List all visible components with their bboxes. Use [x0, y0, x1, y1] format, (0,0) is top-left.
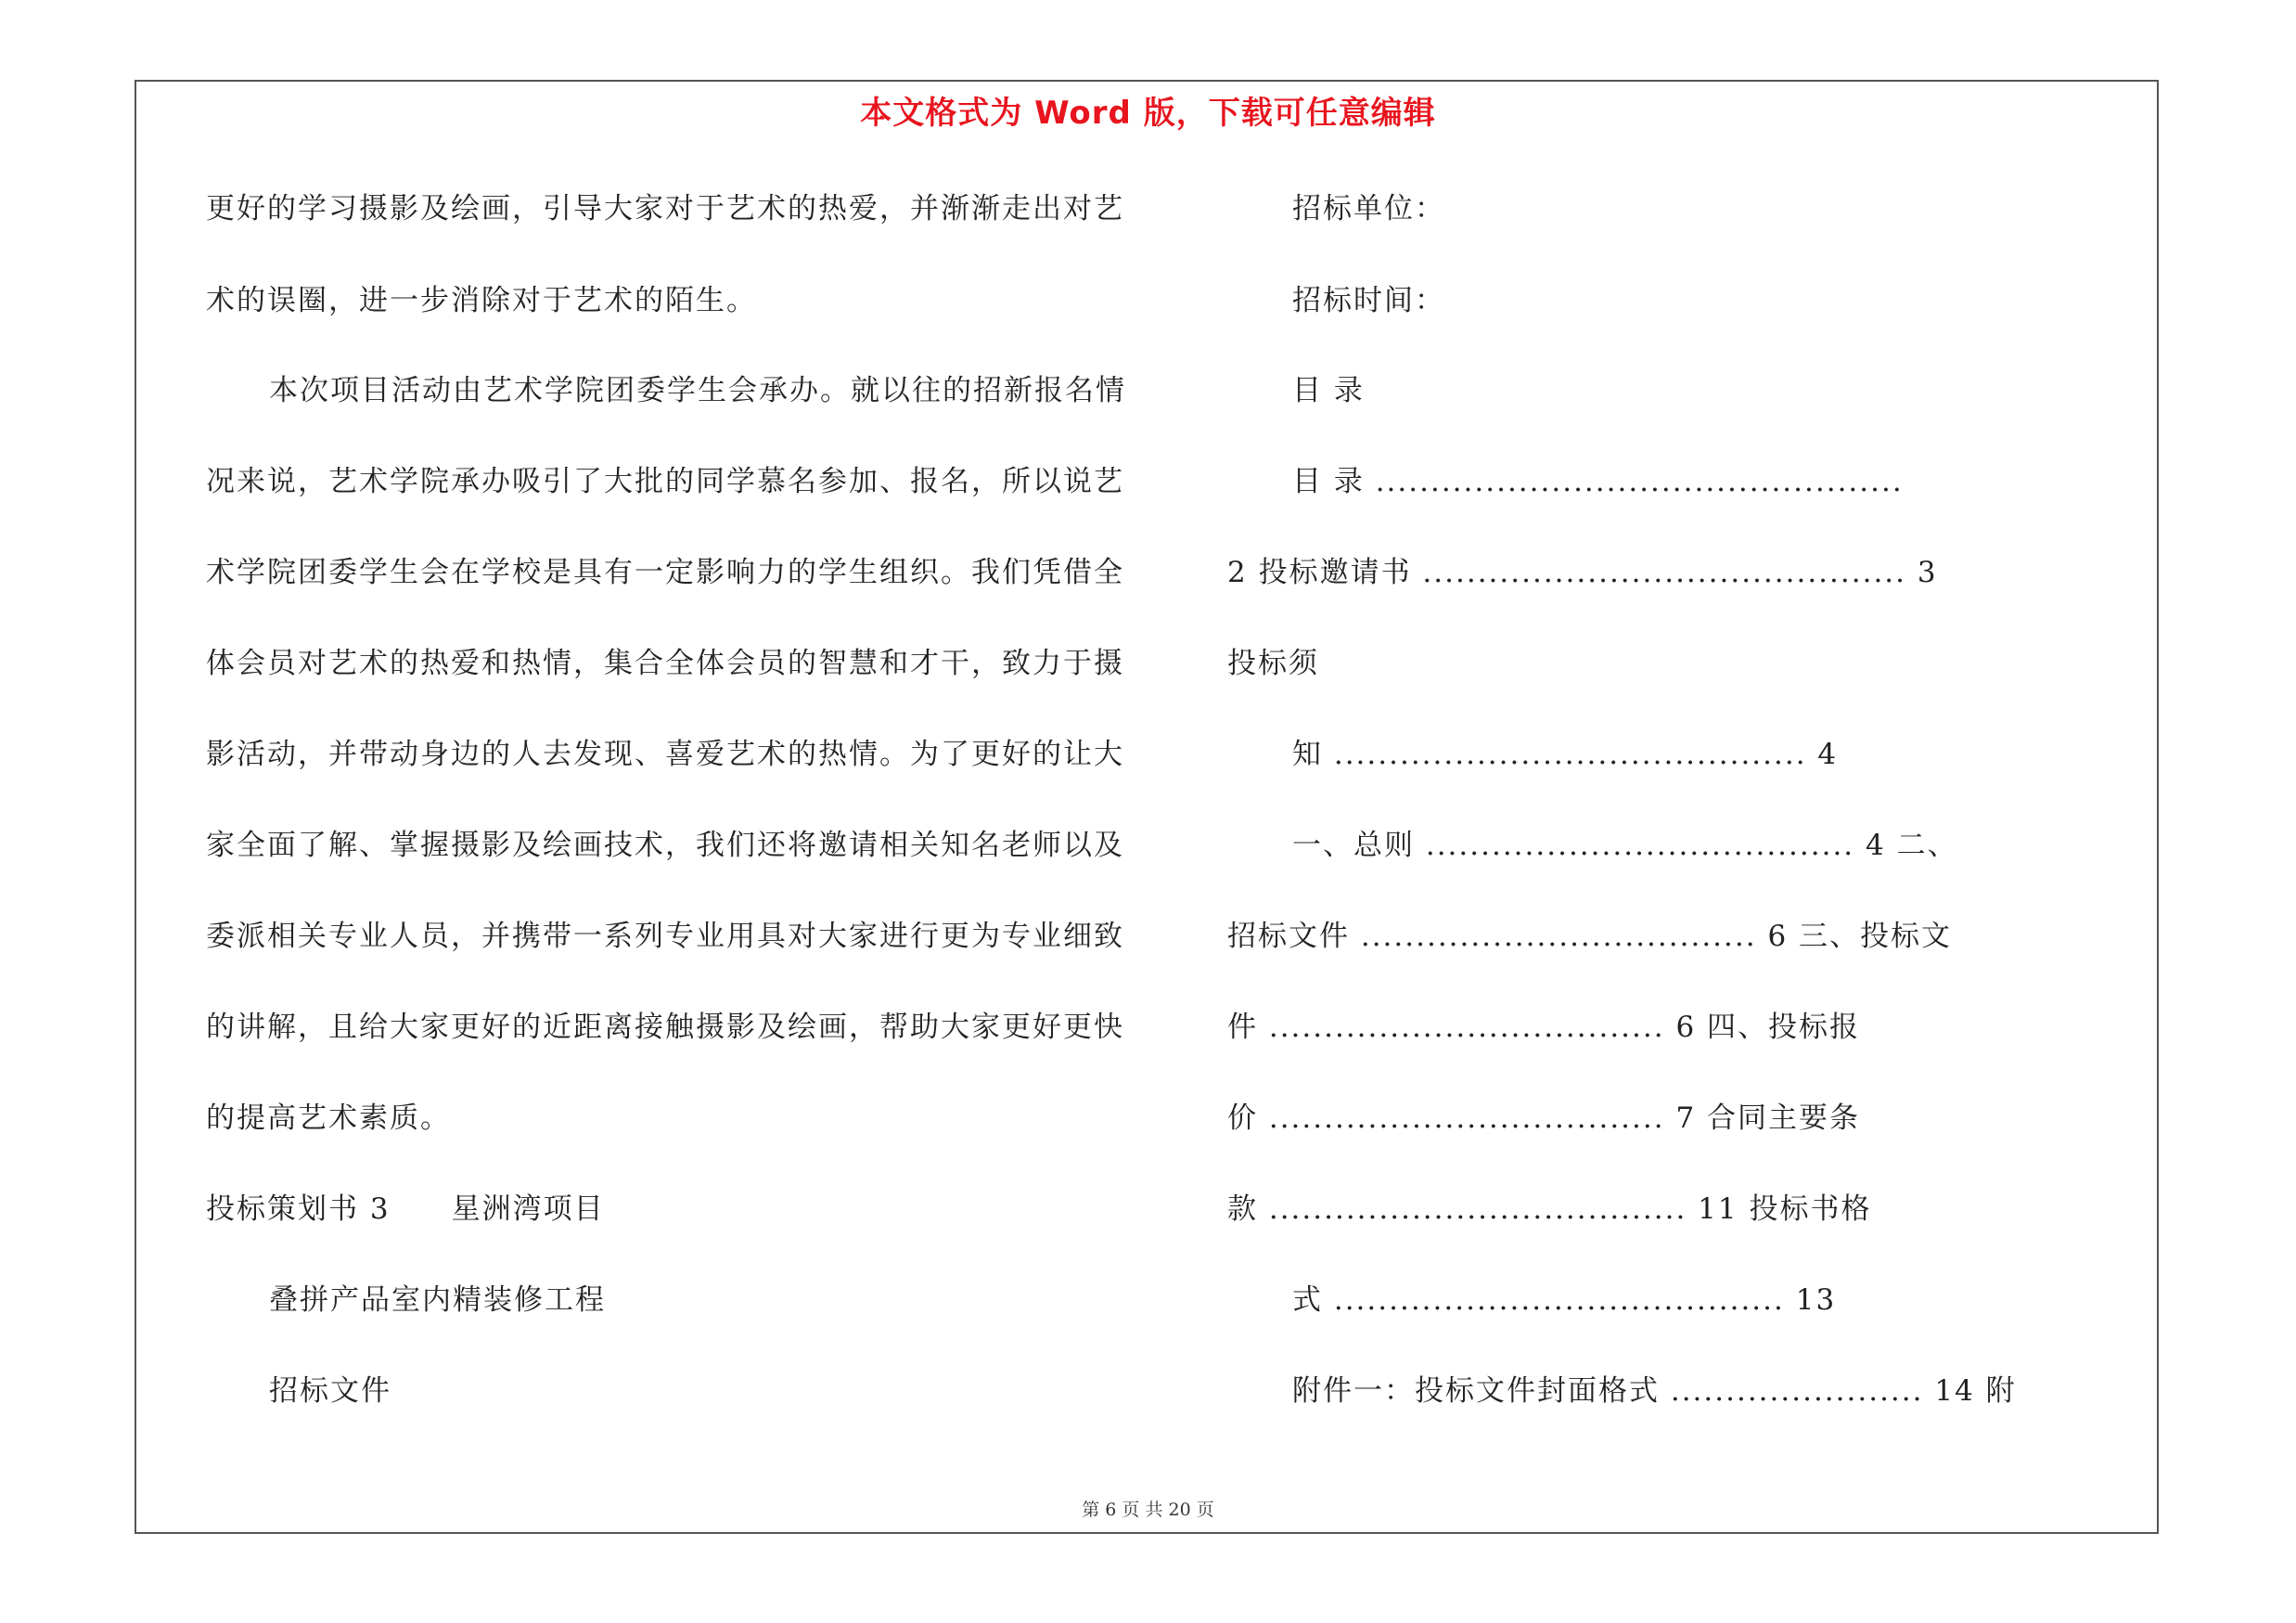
- left-line: 委派相关专业人员，并携带一系列专业用具对大家进行更为专业细致: [206, 920, 1124, 953]
- page-number: 第 6 页 共 20 页: [1082, 1500, 1214, 1520]
- left-line: 招标文件: [269, 1374, 391, 1408]
- toc-entry: 知 ........................................... 4: [1292, 738, 1839, 771]
- right-line: 招标单位：: [1292, 192, 1445, 225]
- format-banner: 本文格式为 Word 版，下载可任意编辑: [860, 95, 1436, 132]
- left-line: 更好的学习摄影及绘画，引导大家对于艺术的热爱，并渐渐走出对艺: [206, 192, 1124, 225]
- left-line: 的讲解，且给大家更好的近距离接触摄影及绘画，帮助大家更好更快: [206, 1011, 1124, 1044]
- toc-entry: 投标须: [1227, 647, 1319, 680]
- right-line: 目 录: [1292, 374, 1365, 407]
- left-line: 术学院团委学生会在学校是具有一定影响力的学生组织。我们凭借全: [206, 556, 1124, 589]
- toc-entry: 招标文件 .................................... 6 三、投标文: [1227, 920, 1953, 953]
- left-line: 的提高艺术素质。: [206, 1101, 451, 1135]
- left-line: 叠拼产品室内精装修工程: [269, 1283, 606, 1317]
- toc-entry: 价 .................................... 7 合同主要条: [1227, 1101, 1861, 1135]
- toc-entry: 件 .................................... 6 四、投标报: [1227, 1011, 1861, 1044]
- toc-entry: 目 录 ................................................: [1292, 465, 1904, 498]
- left-line: 本次项目活动由艺术学院团委学生会承办。就以往的招新报名情: [269, 374, 1126, 407]
- left-line: 影活动，并带动身边的人去发现、喜爱艺术的热情。为了更好的让大: [206, 738, 1124, 771]
- right-line: 招标时间：: [1292, 284, 1445, 317]
- toc-entry: 式 ......................................... 13: [1292, 1283, 1837, 1317]
- left-line: 术的误圈，进一步消除对于艺术的陌生。: [206, 284, 757, 317]
- left-line: 家全面了解、掌握摄影及绘画技术，我们还将邀请相关知名老师以及: [206, 829, 1124, 862]
- toc-entry: 附件一：投标文件封面格式 ....................... 14 附: [1292, 1374, 2017, 1408]
- left-line: 体会员对艺术的热爱和热情，集合全体会员的智慧和才干，致力于摄: [206, 647, 1124, 680]
- left-line: 投标策划书 3 星洲湾项目: [206, 1192, 605, 1226]
- toc-entry: 一、总则 ....................................... 4 二、: [1292, 829, 1958, 862]
- toc-entry: 款 ...................................... 11 投标书格: [1227, 1192, 1872, 1226]
- toc-entry: 2 投标邀请书 ............................................ 3: [1227, 556, 1938, 589]
- left-line: 况来说，艺术学院承办吸引了大批的同学慕名参加、报名，所以说艺: [206, 465, 1124, 498]
